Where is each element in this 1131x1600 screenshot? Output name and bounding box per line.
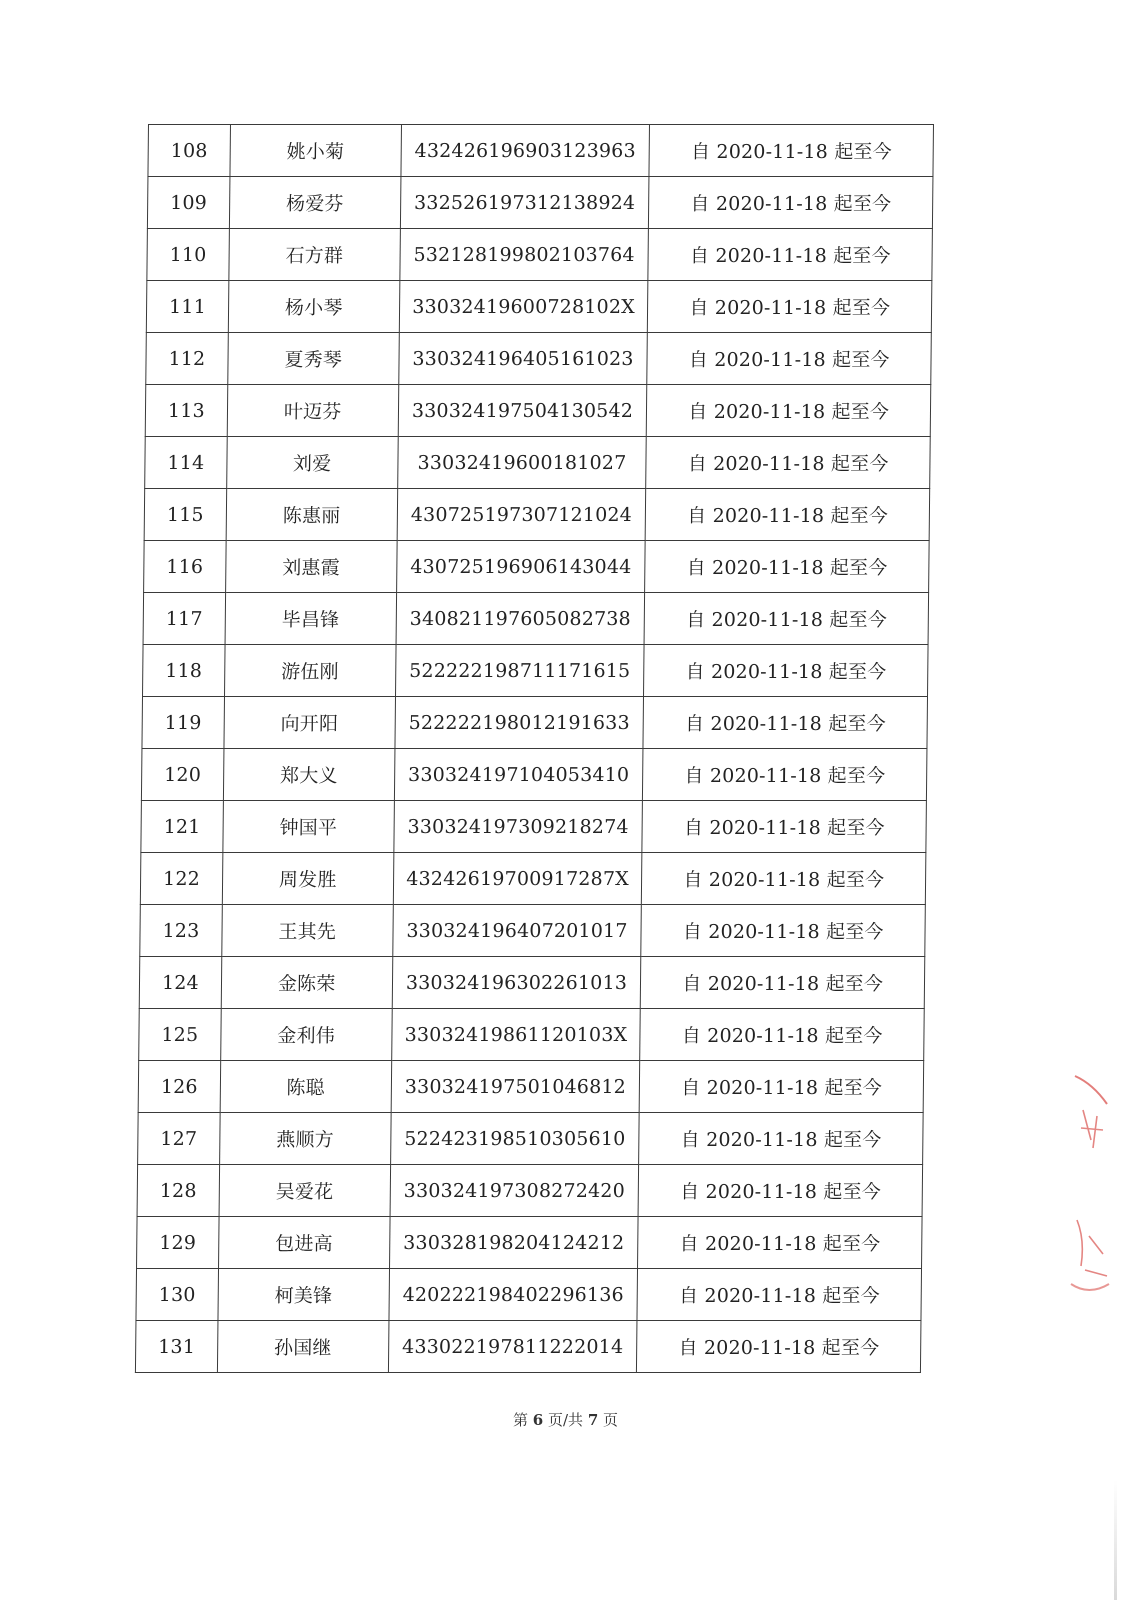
period-cell: 自 2020-11-18 起至今	[647, 385, 931, 437]
name-cell: 钟国平	[223, 801, 394, 853]
period-cell: 自 2020-11-18 起至今	[649, 125, 933, 177]
row-number-cell: 117	[143, 593, 225, 645]
seal-stamp-fragment	[1063, 1070, 1113, 1300]
period-cell: 自 2020-11-18 起至今	[639, 1165, 923, 1217]
roster-table-body	[135, 125, 933, 1373]
id-number-cell: 330324197504130542	[398, 385, 647, 437]
scan-edge-shadow	[1114, 1480, 1117, 1600]
id-number-cell: 522423198510305610	[390, 1113, 639, 1165]
name-cell: 孙国继	[217, 1321, 388, 1373]
id-number-cell: 33032419600181027	[397, 437, 646, 489]
name-cell: 燕顺方	[219, 1113, 390, 1165]
row-number-cell: 126	[138, 1061, 220, 1113]
period-cell: 自 2020-11-18 起至今	[640, 1009, 924, 1061]
footer-total-pages: 7	[587, 1411, 599, 1429]
name-cell: 吴爱花	[219, 1165, 390, 1217]
id-number-cell: 43242619700917287X	[393, 853, 642, 905]
table-row	[135, 1321, 921, 1373]
name-cell: 向开阳	[224, 697, 395, 749]
footer-middle: 页/共	[547, 1411, 584, 1429]
period-cell: 自 2020-11-18 起至今	[649, 177, 933, 229]
table-row	[141, 801, 927, 853]
period-cell: 自 2020-11-18 起至今	[637, 1269, 921, 1321]
row-number-cell: 110	[147, 229, 229, 281]
row-number-cell: 129	[137, 1217, 219, 1269]
name-cell: 柯美锋	[218, 1269, 389, 1321]
name-cell: 金陈荣	[221, 957, 392, 1009]
table-row	[136, 1269, 922, 1321]
row-number-cell: 113	[145, 385, 227, 437]
table-row	[143, 593, 929, 645]
row-number-cell: 123	[140, 905, 222, 957]
id-number-cell: 330324197501046812	[391, 1061, 640, 1113]
row-number-cell: 108	[148, 125, 230, 177]
name-cell: 叶迈芬	[227, 385, 398, 437]
name-cell: 陈聪	[220, 1061, 391, 1113]
name-cell: 周发胜	[222, 853, 393, 905]
name-cell: 包进高	[218, 1217, 389, 1269]
table-row	[137, 1165, 923, 1217]
name-cell: 夏秀琴	[228, 333, 399, 385]
table-row	[139, 957, 925, 1009]
id-number-cell: 522222198711171615	[395, 645, 644, 697]
table-row	[142, 697, 928, 749]
row-number-cell: 115	[144, 489, 226, 541]
footer-page-number: 6	[532, 1411, 544, 1429]
id-number-cell: 532128199802103764	[399, 229, 648, 281]
period-cell: 自 2020-11-18 起至今	[643, 697, 927, 749]
period-cell: 自 2020-11-18 起至今	[647, 333, 931, 385]
table-row	[141, 749, 927, 801]
row-number-cell: 127	[138, 1113, 220, 1165]
id-number-cell: 430725196906143044	[396, 541, 645, 593]
id-number-cell: 522222198012191633	[395, 697, 644, 749]
table-row	[138, 1061, 924, 1113]
id-number-cell: 433022197811222014	[388, 1321, 637, 1373]
name-cell: 游伍刚	[224, 645, 395, 697]
period-cell: 自 2020-11-18 起至今	[638, 1217, 922, 1269]
id-number-cell: 432426196903123963	[400, 125, 649, 177]
name-cell: 毕昌锋	[225, 593, 396, 645]
name-cell: 杨小琴	[228, 281, 399, 333]
table-row	[146, 281, 932, 333]
table-row	[147, 229, 933, 281]
id-number-cell: 330324196302261013	[392, 957, 641, 1009]
id-number-cell: 420222198402296136	[389, 1269, 638, 1321]
id-number-cell: 330328198204124212	[389, 1217, 638, 1269]
table-row	[145, 437, 931, 489]
table-row	[140, 853, 926, 905]
period-cell: 自 2020-11-18 起至今	[644, 645, 928, 697]
row-number-cell: 121	[141, 801, 223, 853]
period-cell: 自 2020-11-18 起至今	[642, 801, 926, 853]
row-number-cell: 128	[137, 1165, 219, 1217]
row-number-cell: 114	[145, 437, 227, 489]
period-cell: 自 2020-11-18 起至今	[648, 229, 932, 281]
name-cell: 石方群	[229, 229, 400, 281]
id-number-cell: 430725197307121024	[397, 489, 646, 541]
row-number-cell: 122	[140, 853, 222, 905]
table-row	[138, 1113, 924, 1165]
id-number-cell: 330324197104053410	[394, 749, 643, 801]
id-number-cell: 332526197312138924	[400, 177, 649, 229]
table-row	[144, 541, 930, 593]
period-cell: 自 2020-11-18 起至今	[642, 853, 926, 905]
period-cell: 自 2020-11-18 起至今	[645, 593, 929, 645]
row-number-cell: 120	[141, 749, 223, 801]
page-footer	[0, 1409, 1131, 1430]
id-number-cell: 340821197605082738	[396, 593, 645, 645]
period-cell: 自 2020-11-18 起至今	[641, 957, 925, 1009]
period-cell: 自 2020-11-18 起至今	[641, 905, 925, 957]
period-cell: 自 2020-11-18 起至今	[645, 541, 929, 593]
name-cell: 姚小菊	[230, 125, 401, 177]
footer-prefix: 第	[512, 1411, 528, 1429]
period-cell: 自 2020-11-18 起至今	[640, 1061, 924, 1113]
period-cell: 自 2020-11-18 起至今	[648, 281, 932, 333]
table-row	[137, 1217, 923, 1269]
table-row	[146, 333, 932, 385]
id-number-cell: 330324196407201017	[392, 905, 641, 957]
period-cell: 自 2020-11-18 起至今	[643, 749, 927, 801]
table-row	[139, 1009, 925, 1061]
row-number-cell: 130	[136, 1269, 218, 1321]
row-number-cell: 125	[139, 1009, 221, 1061]
table-row	[144, 489, 930, 541]
row-number-cell: 109	[147, 177, 229, 229]
roster-table	[135, 124, 934, 1373]
id-number-cell: 33032419600728102X	[399, 281, 648, 333]
table-row	[148, 125, 934, 177]
period-cell: 自 2020-11-18 起至今	[637, 1321, 921, 1373]
name-cell: 杨爱芬	[229, 177, 400, 229]
row-number-cell: 119	[142, 697, 224, 749]
period-cell: 自 2020-11-18 起至今	[646, 489, 930, 541]
row-number-cell: 124	[139, 957, 221, 1009]
id-number-cell: 330324197308272420	[390, 1165, 639, 1217]
table-row	[145, 385, 931, 437]
id-number-cell: 330324197309218274	[393, 801, 642, 853]
name-cell: 刘惠霞	[225, 541, 396, 593]
id-number-cell: 33032419861120103X	[391, 1009, 640, 1061]
row-number-cell: 116	[144, 541, 226, 593]
name-cell: 金利伟	[221, 1009, 392, 1061]
table-row	[143, 645, 929, 697]
row-number-cell: 111	[146, 281, 228, 333]
row-number-cell: 112	[146, 333, 228, 385]
name-cell: 郑大义	[223, 749, 394, 801]
table-row	[147, 177, 933, 229]
period-cell: 自 2020-11-18 起至今	[639, 1113, 923, 1165]
footer-suffix: 页	[603, 1411, 619, 1429]
id-number-cell: 330324196405161023	[398, 333, 647, 385]
name-cell: 王其先	[222, 905, 393, 957]
row-number-cell: 131	[135, 1321, 217, 1373]
period-cell: 自 2020-11-18 起至今	[646, 437, 930, 489]
row-number-cell: 118	[143, 645, 225, 697]
name-cell: 刘爱	[227, 437, 398, 489]
name-cell: 陈惠丽	[226, 489, 397, 541]
table-row	[140, 905, 926, 957]
